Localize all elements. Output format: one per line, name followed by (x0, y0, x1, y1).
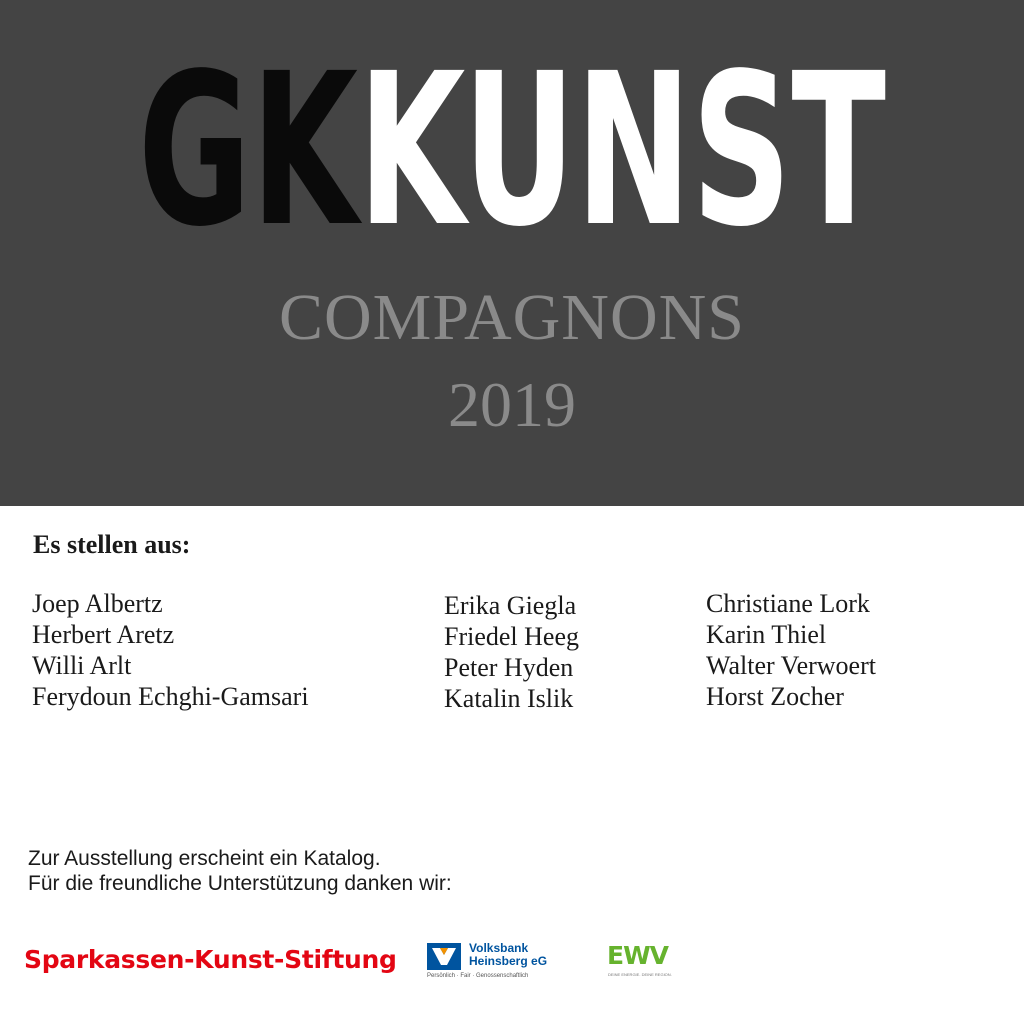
artist-name: Joep Albertz (32, 589, 163, 618)
exhibition-year: 2019 (448, 369, 576, 440)
logo-kunst: KUNST (358, 45, 886, 245)
volksbank-name-line2: Heinsberg eG (469, 954, 548, 968)
artist-name: Christiane Lork (706, 589, 870, 618)
artist-name: Ferydoun Echghi-Gamsari (32, 682, 309, 711)
artist-name: Katalin Islik (444, 684, 574, 713)
ewv-tagline: DEINE ENERGIE. DEINE REGION. (608, 972, 672, 977)
artist-name: Herbert Aretz (32, 620, 175, 649)
artist-name: Horst Zocher (706, 682, 844, 711)
artist-name: Erika Giegla (444, 591, 577, 620)
gkkunst-logo (0, 45, 1024, 245)
artists-heading: Es stellen aus: (33, 530, 191, 559)
header-banner (0, 0, 1024, 506)
artist-column-2 (444, 590, 579, 714)
volksbank-name (469, 942, 547, 968)
artist-name: Karin Thiel (706, 620, 827, 649)
catalog-note (28, 846, 452, 896)
artist-column-3 (706, 588, 876, 712)
artist-name: Willi Arlt (32, 651, 132, 680)
logo-gk: GK (138, 45, 363, 245)
volksbank-tagline: Persönlich · Fair · Genossenschaftlich (427, 973, 529, 979)
artist-name: Peter Hyden (444, 653, 574, 682)
exhibition-title: COMPAGNONS (278, 281, 746, 354)
artist-name: Friedel Heeg (444, 622, 580, 651)
artist-name: Walter Verwoert (706, 651, 876, 680)
ewv-wordmark: EWV (607, 941, 669, 970)
volksbank-name-line1: Volksbank (469, 941, 529, 955)
volksbank-sponsor-logo (427, 943, 567, 983)
thanks-note-line: Für die freundliche Unterstützung danken wir: (28, 872, 452, 895)
sparkasse-sponsor-logo: Sparkassen-Kunst-Stiftung (24, 945, 397, 974)
artist-column-1 (32, 588, 309, 712)
volksbank-icon (427, 943, 461, 970)
ewv-sponsor-logo (607, 942, 687, 982)
catalog-note-line: Zur Ausstellung erscheint ein Katalog. (28, 847, 381, 870)
